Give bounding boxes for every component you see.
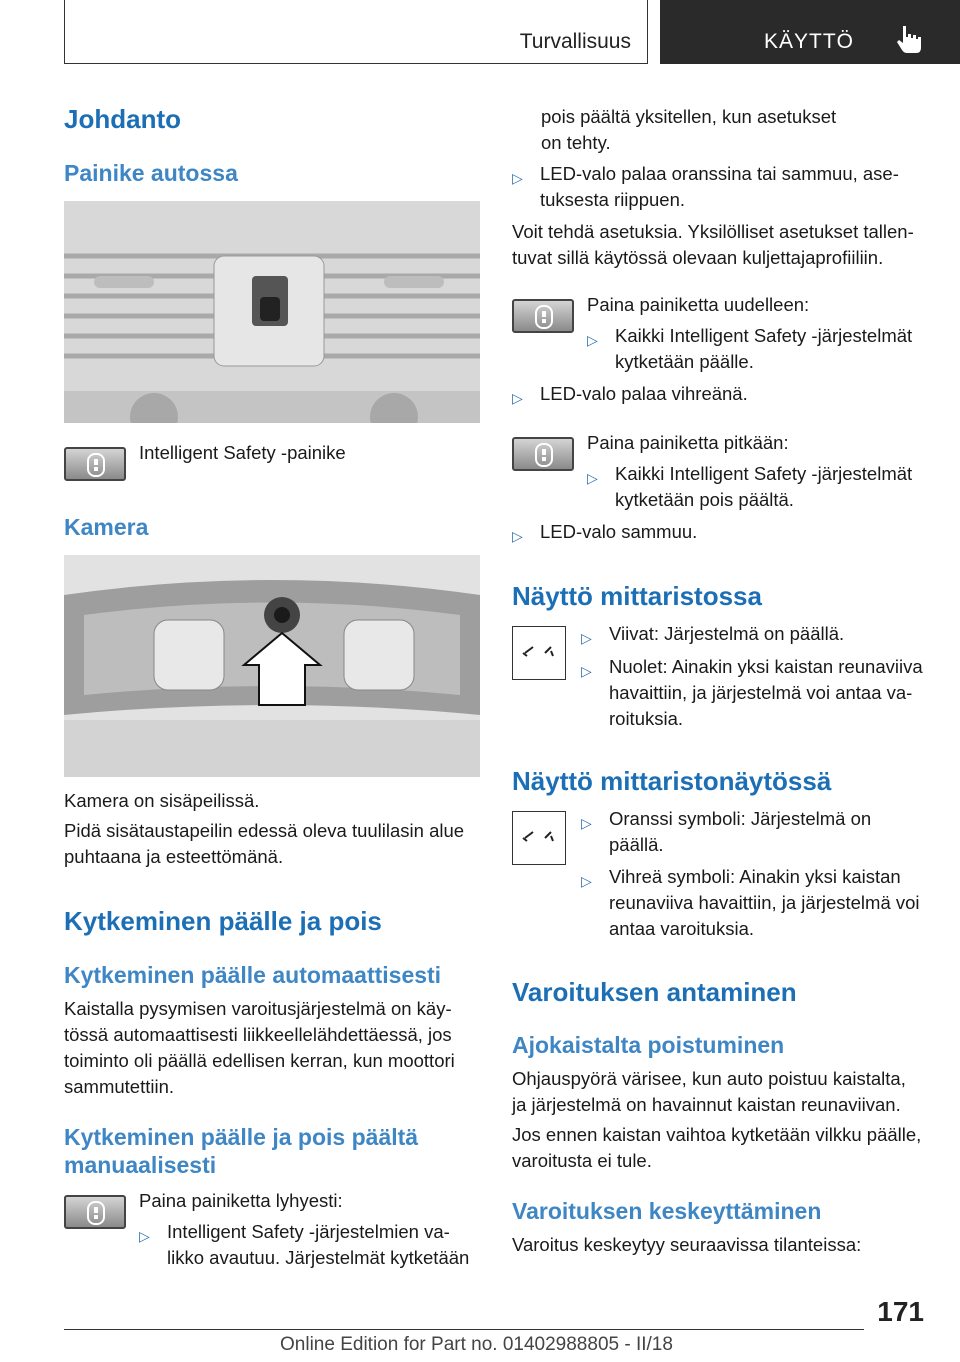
green-b: reunaviiva havaittiin, ja järjestelmä voi (609, 892, 920, 913)
auto-text-3: toiminto oli päällä edellisen kerran, kun moottori (64, 1050, 455, 1071)
heading-auto-switch: Kytkeminen päälle automaattisesti (64, 962, 442, 988)
green-a: Vihreä symboli: Ainakin yksi kaistan (609, 866, 901, 887)
bullet-lines (581, 621, 844, 651)
triangle-bullet-icon: ▷ (587, 470, 598, 486)
camera-mirror-photo (64, 555, 480, 777)
settings-text-a: Voit tehdä asetuksia. Yksilölliset asetukset tallen- (512, 221, 914, 242)
intelligent-safety-button-icon-4 (512, 437, 574, 471)
footer-divider (64, 1329, 864, 1330)
heading-manual-2: manuaalisesti (64, 1152, 217, 1178)
settings-text-b: tuvat sillä käytössä olevaan kuljettajaprofiiliin. (512, 247, 884, 268)
camera-text-2a: Pidä sisätaustapeilin edessä oleva tuulilasin alue (64, 820, 465, 841)
heading-leaving-lane: Ajokaistalta poistuminen (512, 1032, 785, 1058)
triangle-bullet-icon: ▷ (139, 1228, 150, 1244)
intelligent-safety-button-icon-2 (64, 1195, 126, 1229)
auto-text-4: sammutettiin. (64, 1076, 175, 1097)
arrows-c: roituksia. (609, 708, 684, 729)
cont-text-2: on tehty. (541, 132, 611, 153)
led-orange-a: LED-valo palaa oranssina tai sammuu, ase- (540, 163, 899, 184)
dashboard-button-photo (64, 201, 480, 423)
triangle-bullet-icon: ▷ (581, 873, 592, 889)
green-c: antaa varoituksia. (609, 918, 755, 939)
heading-cluster-display: Näyttö mittaristonäytössä (512, 766, 832, 796)
turn-text-b: varoitusta ei tule. (512, 1150, 652, 1171)
bullet-all-on (587, 323, 912, 375)
bullet-arrows (581, 654, 923, 732)
header-chapter-title: KÄYTTÖ (764, 30, 855, 53)
camera-text-2b: puhtaana ja esteettömänä. (64, 846, 284, 867)
auto-text-2: tössä automaattisesti liikkeellelähdettäessä, jos (64, 1024, 452, 1045)
heading-switch-on-off: Kytkeminen päälle ja pois (64, 906, 382, 936)
turn-text-a: Jos ennen kaistan vaihtoa kytketään vilkku päälle, (512, 1124, 922, 1145)
orange-a: Oranssi symboli: Järjestelmä on (609, 808, 872, 829)
triangle-bullet-icon: ▷ (581, 815, 592, 831)
led-green-text: LED-valo palaa vihreänä. (540, 383, 748, 404)
footer-edition: Online Edition for Part no. 01402988805 - II/18 (280, 1334, 673, 1355)
heading-camera: Kamera (64, 514, 149, 540)
all-off-a: Kaikki Intelligent Safety -järjestelmät (615, 463, 913, 484)
intelligent-safety-button-icon-3 (512, 299, 574, 333)
triangle-bullet-icon: ▷ (512, 528, 523, 544)
press-long-text: Paina painiketta pitkään: (587, 432, 789, 453)
leaving-text-a: Ohjauspyörä värisee, kun auto poistuu kaistalta, (512, 1068, 906, 1089)
arrows-b: havaittiin, ja järjestelmä voi antaa va- (609, 682, 913, 703)
bullet-menu-b: likko avautuu. Järjestelmät kytketään (167, 1247, 470, 1268)
all-off-b: kytketään pois päältä. (615, 489, 794, 510)
bullet-menu-opens (139, 1219, 469, 1271)
bullet-led-off (512, 519, 697, 549)
heading-manual-1: Kytkeminen päälle ja pois päältä (64, 1124, 419, 1150)
led-off-text: LED-valo sammuu. (540, 521, 698, 542)
page-number: 171 (877, 1296, 924, 1327)
lines-on-text: Viivat: Järjestelmä on päällä. (609, 623, 845, 644)
all-on-a: Kaikki Intelligent Safety -järjestelmät (615, 325, 913, 346)
hand-pointer-icon (896, 24, 922, 54)
interrupt-text: Varoitus keskeytyy seuraavissa tilanteissa: (512, 1234, 862, 1255)
press-again-text: Paina painiketta uudelleen: (587, 294, 810, 315)
button-caption: Intelligent Safety -painike (139, 442, 346, 463)
bullet-menu-a: Intelligent Safety -järjestelmien va- (167, 1221, 450, 1242)
leaving-text-b: ja järjestelmä on havainnut kaistan reunaviivan. (512, 1094, 901, 1115)
header-chapter-box (660, 0, 960, 64)
led-orange-b: tuksesta riippuen. (540, 189, 686, 210)
lane-lines-display-icon (512, 626, 566, 680)
heading-cluster: Näyttö mittaristossa (512, 581, 762, 611)
heading-interrupt: Varoituksen keskeyttäminen (512, 1198, 822, 1224)
all-on-b: kytketään päälle. (615, 351, 754, 372)
bullet-led-green (512, 381, 748, 411)
heading-intro: Johdanto (64, 104, 181, 134)
intelligent-safety-button-icon (64, 447, 126, 481)
triangle-bullet-icon: ▷ (512, 170, 523, 186)
header-section-box (64, 0, 648, 64)
heading-button-in-car: Painike autossa (64, 160, 238, 186)
bullet-all-off (587, 461, 912, 513)
bullet-led-orange (512, 161, 899, 213)
arrows-a: Nuolet: Ainakin yksi kaistan reunaviiva (609, 656, 923, 677)
triangle-bullet-icon: ▷ (581, 630, 592, 646)
lane-symbol-display-icon (512, 811, 566, 865)
orange-b: päällä. (609, 834, 664, 855)
auto-text-1: Kaistalla pysymisen varoitusjärjestelmä on käy- (64, 998, 452, 1019)
triangle-bullet-icon: ▷ (581, 663, 592, 679)
press-short-text: Paina painiketta lyhyesti: (139, 1190, 343, 1211)
cont-text-1: pois päältä yksitellen, kun asetukset (541, 106, 837, 127)
camera-text-1: Kamera on sisäpeilissä. (64, 790, 260, 811)
bullet-orange-symbol (581, 806, 871, 858)
header-section-title: Turvallisuus (519, 30, 631, 53)
triangle-bullet-icon: ▷ (512, 390, 523, 406)
triangle-bullet-icon: ▷ (587, 332, 598, 348)
bullet-green-symbol (581, 864, 920, 942)
heading-warning: Varoituksen antaminen (512, 977, 797, 1007)
